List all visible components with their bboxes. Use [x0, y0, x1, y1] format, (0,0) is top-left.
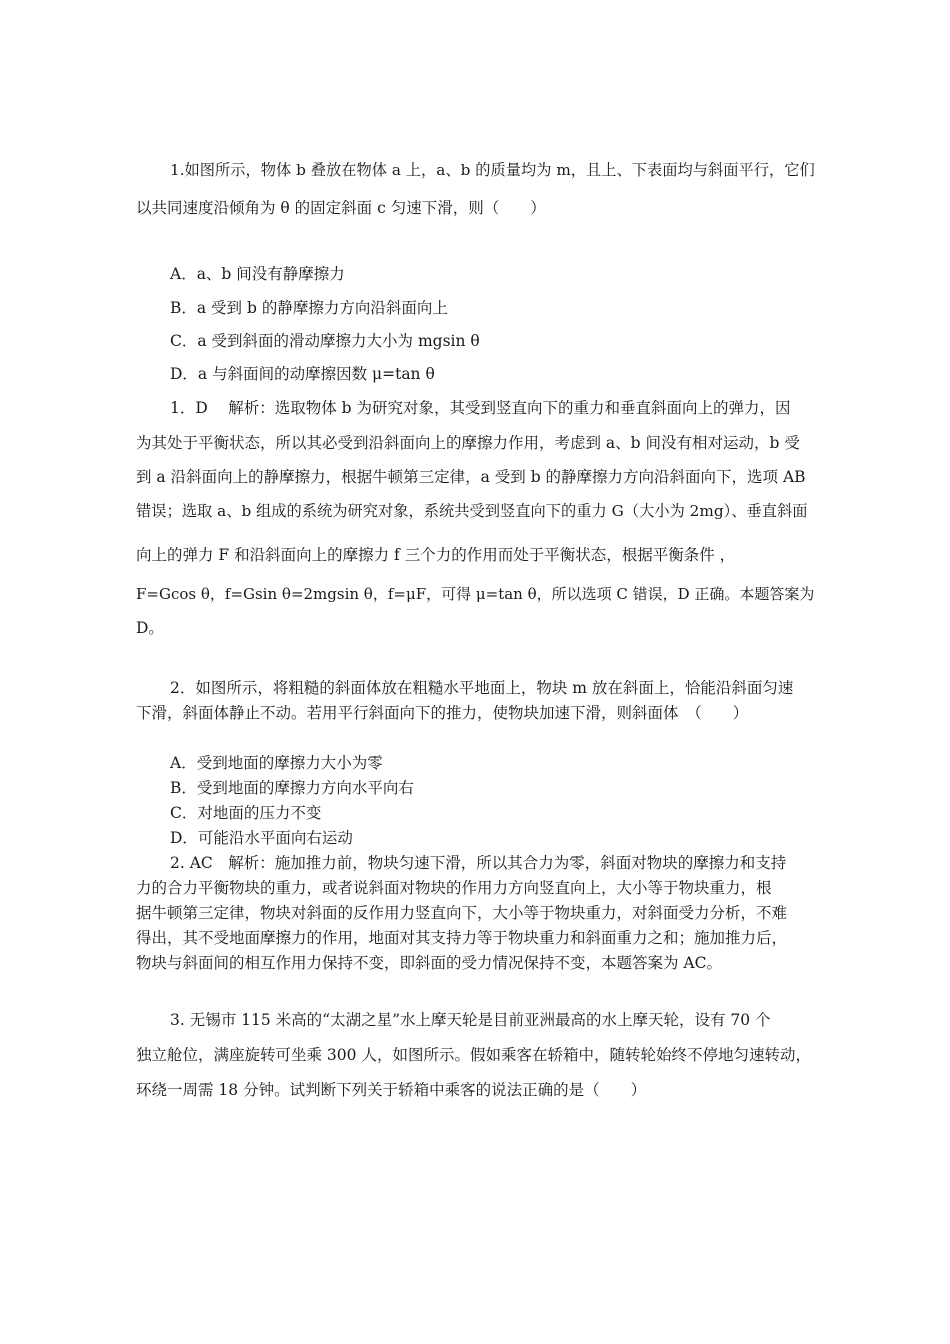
q1-answer-line-6: F=Gcos θ，f=Gsin θ=2mgsin θ，f=μF，可得 μ=tan θ，所以选项 C 错误，D 正确。本题答案为: [136, 585, 815, 603]
q2-answer-line-5: 物块与斜面间的相互作用力保持不变，即斜面的受力情况保持不变，本题答案为 AC。: [136, 954, 722, 972]
q2-option-b: B．受到地面的摩擦力方向水平向右: [170, 779, 414, 797]
q1-answer-line-7: D。: [136, 619, 164, 637]
q1-option-b: B．a 受到 b 的静摩擦力方向沿斜面向上: [170, 299, 448, 317]
q1-answer-line-5: 向上的弹力 F 和沿斜面向上的摩擦力 f 三个力的作用而处于平衡状态，根据平衡条件 ，: [136, 546, 736, 564]
q2-answer-line-3: 据牛顿第三定律，物块对斜面的反作用力竖直向下，大小等于物块重力，对斜面受力分析，不难: [136, 904, 788, 922]
q2-stem-line-2: 下滑，斜面体静止不动。若用平行斜面向下的推力，使物块加速下滑，则斜面体 （ ）: [136, 704, 749, 722]
q3-stem-line-2: 独立舱位，满座旋转可坐乘 300 人，如图所示。假如乘客在轿箱中，随转轮始终不停地匀速转动，: [136, 1046, 811, 1064]
q2-answer-line-4: 得出，其不受地面摩擦力的作用，地面对其支持力等于物块重力和斜面重力之和；施加推力后，: [136, 929, 788, 947]
q1-answer-line-2: 为其处于平衡状态，所以其必受到沿斜面向上的摩擦力作用，考虑到 a、b 间没有相对运动，b 受: [136, 434, 800, 452]
q1-answer-line-4: 错误；选取 a、b 组成的系统为研究对象，系统共受到竖直向下的重力 G（大小为 2mg）、垂直斜面: [136, 502, 808, 520]
q1-answer-line-3: 到 a 沿斜面向上的静摩擦力，根据牛顿第三定律，a 受到 b 的静摩擦力方向沿斜面向下，选项 AB: [136, 468, 806, 486]
q1-option-c: C．a 受到斜面的滑动摩擦力大小为 mgsin θ: [170, 332, 480, 350]
q1-answer-line-1: 1．D 解析：选取物体 b 为研究对象，其受到竖直向下的重力和垂直斜面向上的弹力，因: [170, 399, 791, 417]
q2-option-a: A．受到地面的摩擦力大小为零: [170, 754, 383, 772]
q3-stem-line-1: 3. 无锡市 115 米高的“太湖之星”水上摩天轮是目前亚洲最高的水上摩天轮，设有 70 个: [170, 1011, 771, 1029]
q2-stem-line-1: 2．如图所示，将粗糙的斜面体放在粗糙水平地面上，物块 m 放在斜面上，恰能沿斜面匀速: [170, 679, 794, 697]
q1-option-d: D．a 与斜面间的动摩擦因数 μ=tan θ: [170, 365, 435, 383]
q1-option-a: A．a、b 间没有静摩擦力: [170, 265, 345, 283]
q2-answer-line-2: 力的合力平衡物块的重力，或者说斜面对物块的作用力方向竖直向上，大小等于物块重力，根: [136, 879, 772, 897]
q1-stem-line-1: 1.如图所示，物体 b 叠放在物体 a 上，a、b 的质量均为 m，且上、下表面均与斜面平行，它们: [170, 161, 815, 179]
q3-stem-line-3: 环绕一周需 18 分钟。试判断下列关于轿箱中乘客的说法正确的是（ ）: [136, 1081, 647, 1099]
q2-answer-line-1: 2. AC 解析：施加推力前，物块匀速下滑，所以其合力为零，斜面对物块的摩擦力和支持: [170, 854, 787, 872]
q2-option-d: D．可能沿水平面向右运动: [170, 829, 353, 847]
q1-stem-line-2: 以共同速度沿倾角为 θ 的固定斜面 c 匀速下滑，则（ ）: [136, 199, 546, 217]
q2-option-c: C．对地面的压力不变: [170, 804, 322, 822]
